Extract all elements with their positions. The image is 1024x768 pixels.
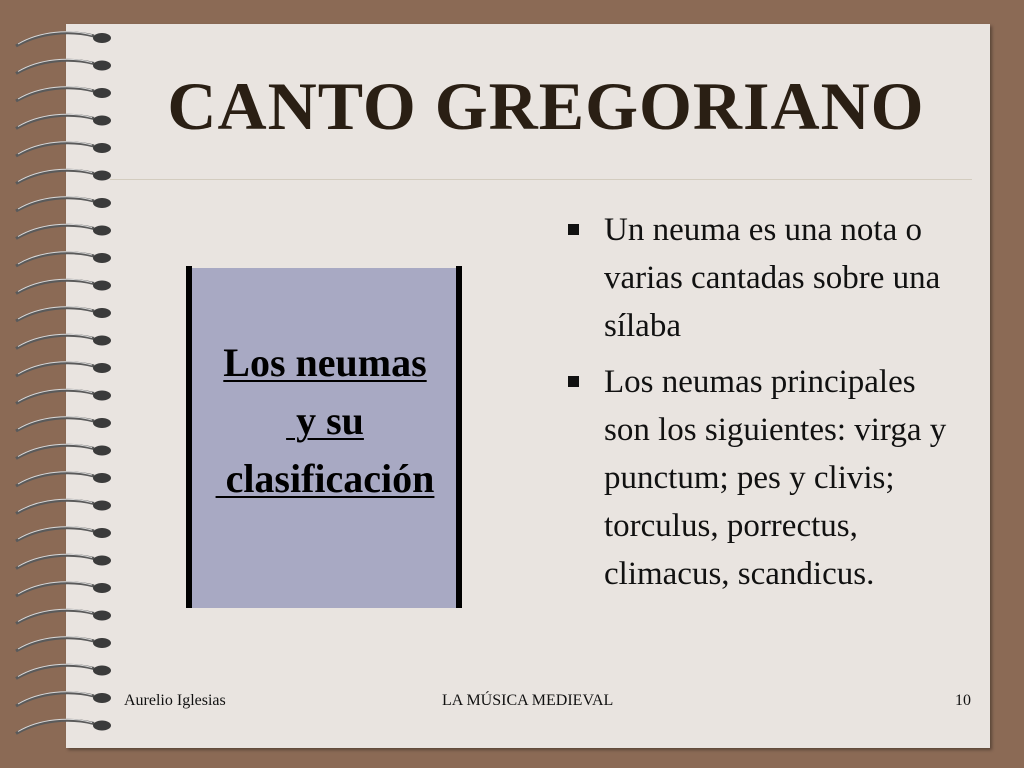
spiral-hole bbox=[93, 363, 111, 373]
spiral-hole bbox=[93, 528, 111, 538]
spiral-hole bbox=[93, 693, 111, 703]
spiral-hole bbox=[93, 446, 111, 456]
bullet-item bbox=[566, 206, 966, 350]
slide-title: CANTO GREGORIANO bbox=[167, 68, 925, 144]
topic-box-left-bar bbox=[186, 266, 192, 608]
spiral-hole bbox=[93, 336, 111, 346]
title-divider bbox=[110, 179, 972, 180]
spiral-hole bbox=[93, 391, 111, 401]
square-bullet-icon bbox=[568, 224, 579, 235]
topic-box-right-bar bbox=[456, 266, 462, 608]
spiral-hole bbox=[93, 611, 111, 621]
spiral-hole bbox=[93, 583, 111, 593]
spiral-hole bbox=[93, 666, 111, 676]
footer-page-number: 10 bbox=[955, 692, 971, 709]
spiral-hole bbox=[93, 721, 111, 731]
footer-course: LA MÚSICA MEDIEVAL bbox=[442, 692, 614, 709]
topic-line-1: Los neumas bbox=[223, 340, 427, 385]
bullet-item bbox=[566, 358, 966, 598]
spiral-hole bbox=[93, 501, 111, 511]
topic-line-3: clasificación bbox=[215, 456, 435, 501]
spiral-hole bbox=[93, 638, 111, 648]
spiral-hole bbox=[93, 171, 111, 181]
bullet-text: Los neumas principales son los siguientes: virga y punctum; pes y clivis; torculus, porrectus, climacus, scandicus. bbox=[604, 364, 947, 592]
footer-author: Aurelio Iglesias bbox=[124, 692, 226, 709]
spiral-hole bbox=[93, 226, 111, 236]
spiral-hole bbox=[93, 308, 111, 318]
topic-line-2: y su bbox=[286, 398, 364, 443]
square-bullet-icon bbox=[568, 376, 579, 387]
spiral-hole bbox=[93, 33, 111, 43]
topic-box-text bbox=[196, 334, 454, 508]
spiral-hole bbox=[93, 418, 111, 428]
spiral-hole bbox=[93, 281, 111, 291]
spiral-hole bbox=[93, 198, 111, 208]
bullet-text: Un neuma es una nota o varias cantadas sobre una sílaba bbox=[604, 212, 941, 344]
spiral-hole bbox=[93, 556, 111, 566]
bullet-list bbox=[566, 206, 966, 606]
spiral-hole bbox=[93, 473, 111, 483]
spiral-hole bbox=[93, 253, 111, 263]
